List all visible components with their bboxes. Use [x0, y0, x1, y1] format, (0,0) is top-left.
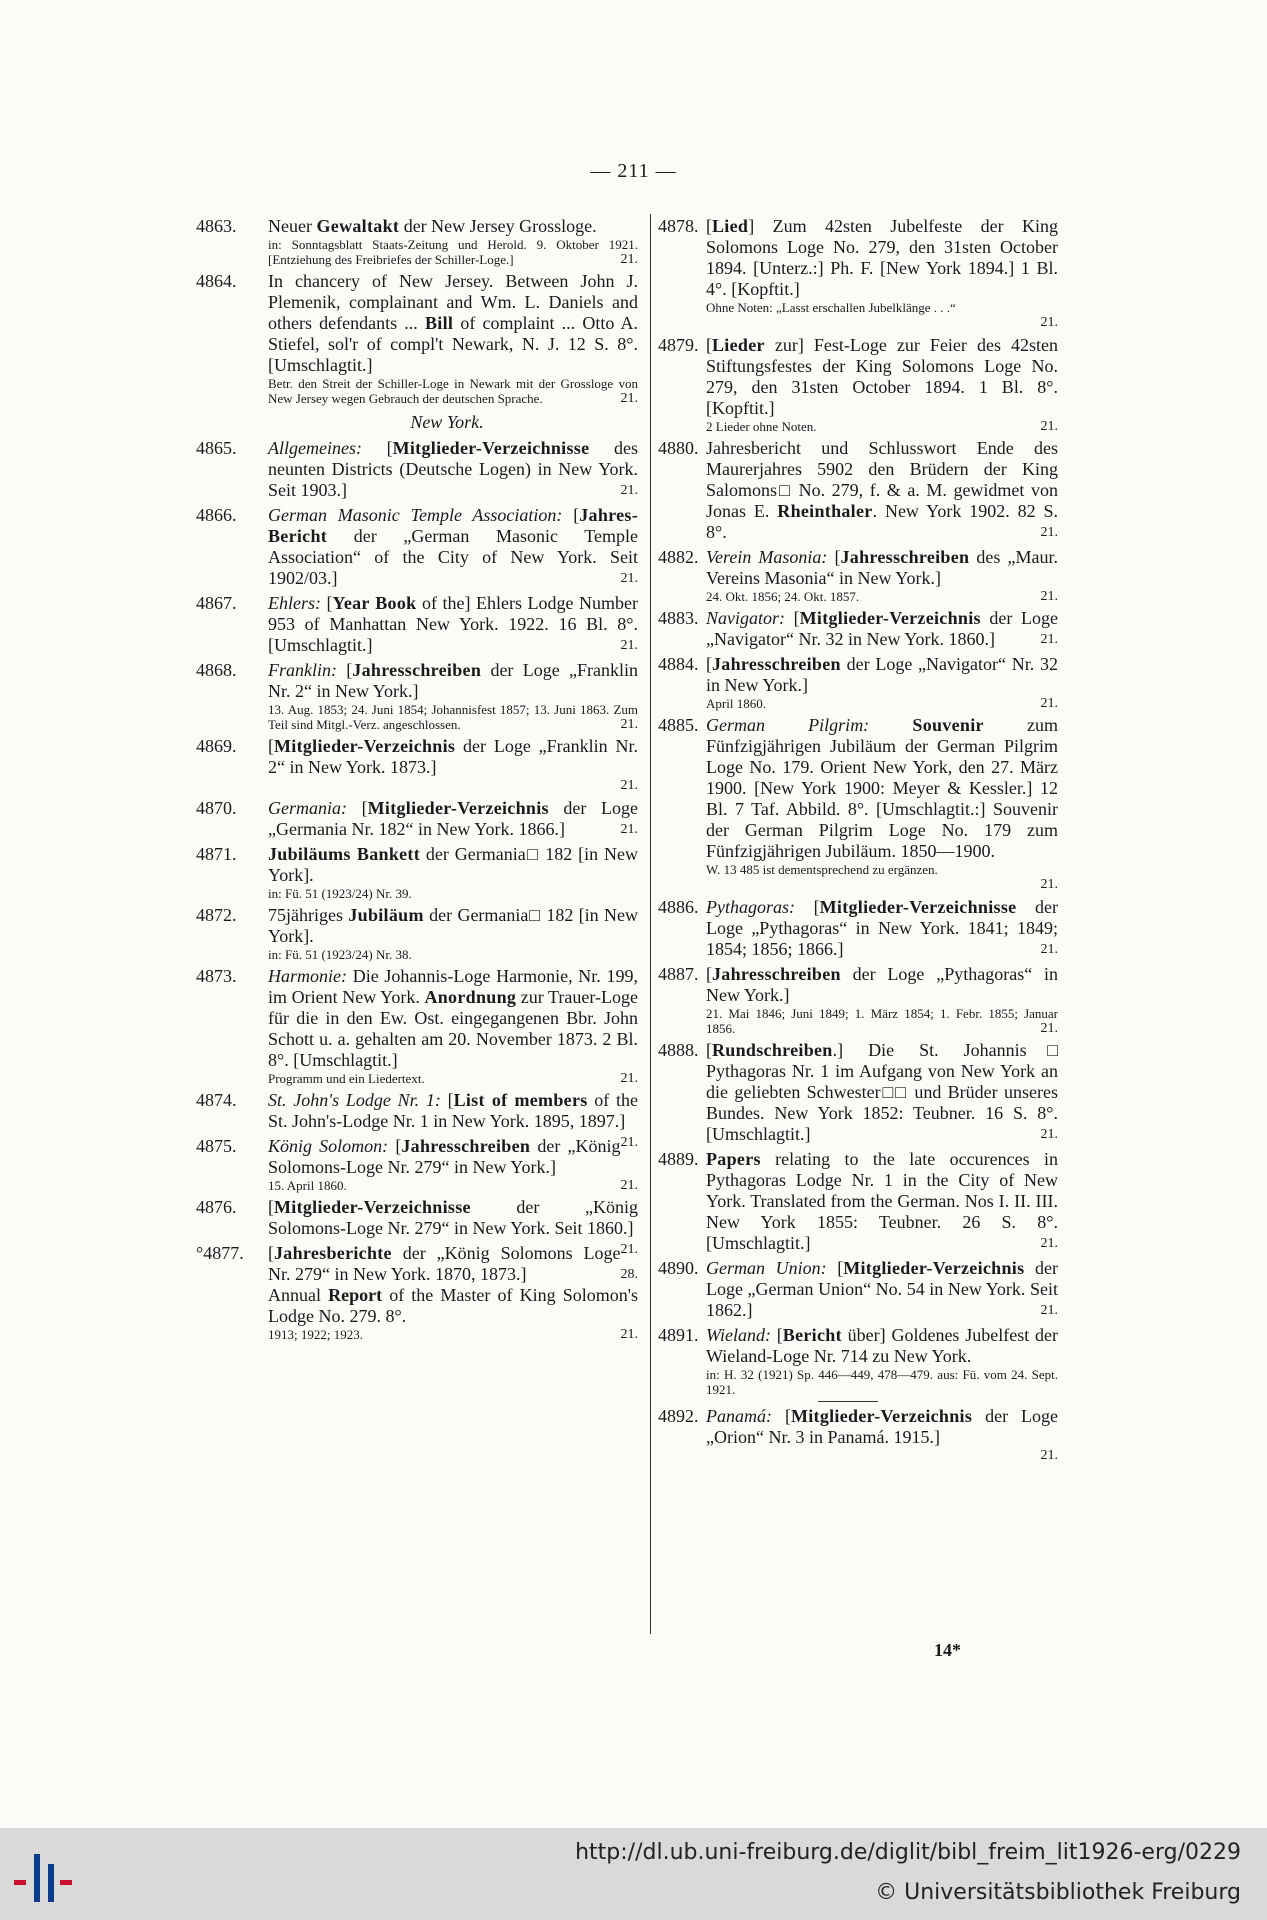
- entry-reference: 21.: [1040, 1127, 1058, 1142]
- entry-main: [196, 593, 638, 656]
- bibliography-entry: [196, 1243, 638, 1342]
- bibliography-entry: [658, 438, 1058, 543]
- entry-divider: [818, 1401, 878, 1402]
- entry-number: 4888.: [658, 1040, 699, 1060]
- entry-reference: 21.: [620, 822, 638, 837]
- entry-note-text: W. 13 485 ist dementsprechend zu ergänzen.: [706, 862, 938, 877]
- entry-reference: 21.: [1040, 1021, 1058, 1036]
- bibliography-entry: [658, 608, 1058, 650]
- entry-note: [196, 376, 638, 406]
- entry-number: 4863.: [196, 216, 237, 236]
- entry-reference: 21.: [1040, 942, 1058, 957]
- bibliography-entry: [658, 964, 1058, 1036]
- entry-text: König Solomon: [Jahresschreiben der „König Solomons-Loge Nr. 279“ in New York.]: [268, 1136, 621, 1177]
- entry-text: Panamá: [Mitglieder-Verzeichnis der Loge „Orion“ Nr. 3 in Panamá. 1915.]: [706, 1406, 1058, 1447]
- entry-note: [196, 947, 638, 962]
- entry-number: 4887.: [658, 964, 699, 984]
- entry-text: Jahresbericht und Schlusswort Ende des Maurerjahres 5902 den Brüdern der King Salomons□ No. 279, f. & a. M. gewidmet von Jonas E. Rheinthaler. New York 1902. 82 S. 8°.: [706, 438, 1058, 542]
- entry-number: 4866.: [196, 505, 237, 525]
- entry-reference: 21.: [1040, 632, 1058, 647]
- bibliography-entry: [196, 905, 638, 962]
- entry-main: [196, 905, 638, 947]
- entry-note: [196, 1327, 638, 1342]
- bibliography-entry: [196, 798, 638, 840]
- entry-reference: 21.: [1040, 589, 1058, 604]
- entry-text: Harmonie: Die Johannis-Loge Harmonie, Nr. 199, im Orient New York. Anordnung zur Trauer-Loge für die in den Ew. Ost. eingegangenen Bbr. John Schott u. a. gehalten am 20. November 1873. 2 Bl. 8°. [Umschlagtit.]: [268, 966, 639, 1070]
- entry-text: Wieland: [Bericht über] Goldenes Jubelfest der Wieland-Loge Nr. 714 zu New York.: [706, 1325, 1058, 1366]
- entry-note-text: in: Sonntagsblatt Staats-Zeitung und Herold. 9. Oktober 1921. [Entziehung des Freibriefes der Schiller-Loge.]: [268, 237, 638, 267]
- bibliography-entry: [658, 335, 1058, 434]
- entry-text: Franklin: [Jahresschreiben der Loge „Franklin Nr. 2“ in New York.]: [268, 660, 638, 701]
- entry-note-text: 21. Mai 1846; Juni 1849; 1. März 1854; 1. Febr. 1855; Januar 1856.: [706, 1006, 1058, 1036]
- bibliography-entry: [658, 897, 1058, 960]
- bibliography-entry: [658, 1258, 1058, 1321]
- entry-main: [196, 271, 638, 376]
- entry-main: [658, 438, 1058, 543]
- entry-text: German Union: [Mitglieder-Verzeichnis der Loge „German Union“ No. 54 in New York. Seit 1862.]: [706, 1258, 1058, 1320]
- entry-text: In chancery of New Jersey. Between John J. Plemenik, complainant and Wm. L. Daniels and others defendants ... Bill of complaint ... Otto A. Stiefel, sol'r of compl't Newark, N. J. 12 S. 8°. [Umschlagtit.]: [268, 271, 639, 375]
- entry-number: 4889.: [658, 1149, 699, 1169]
- entry-note-text: 24. Okt. 1856; 24. Okt. 1857.: [706, 589, 860, 604]
- entry-main: [658, 335, 1058, 419]
- entry-additional: Annual Report of the Master of King Solomon's Lodge No. 279. 8°.: [268, 1285, 638, 1326]
- entry-number: 4875.: [196, 1136, 237, 1156]
- bibliography-entry: [196, 505, 638, 589]
- entry-text: [Jahresschreiben der Loge „Pythagoras“ in New York.]: [706, 964, 1058, 1005]
- entry-number: 4867.: [196, 593, 237, 613]
- bibliography-entry: [658, 715, 1058, 893]
- entry-note: [196, 886, 638, 901]
- entry-main: [658, 608, 1058, 650]
- entry-main: [658, 216, 1058, 300]
- entry-number: 4869.: [196, 736, 237, 756]
- entry-reference: 21.: [1040, 1236, 1058, 1251]
- entry-reference: 21.: [620, 1242, 638, 1257]
- entry-note-text: Programm und ein Liedertext.: [268, 1071, 425, 1086]
- entry-main: [196, 216, 638, 237]
- entry-number: 4864.: [196, 271, 237, 291]
- entry-note-text: in: Fü. 51 (1923/24) Nr. 38.: [268, 947, 412, 962]
- entry-reference: 21.: [1040, 1303, 1058, 1318]
- bibliography-entry: [196, 216, 638, 267]
- entry-main: [196, 505, 638, 589]
- entry-main: [196, 438, 638, 501]
- entry-reference: 28.: [620, 1267, 638, 1282]
- entry-note-text: 15. April 1860.: [268, 1178, 347, 1193]
- entry-note: [658, 589, 1058, 604]
- entry-number: 4879.: [658, 335, 699, 355]
- entry-reference: 21.: [1040, 315, 1058, 330]
- bibliography-entry: [196, 966, 638, 1086]
- bibliography-entry: [658, 547, 1058, 604]
- entry-text: 75jähriges Jubiläum der Germania□ 182 [in New York].: [268, 905, 638, 946]
- entry-main: [196, 966, 638, 1071]
- entry-main: [196, 844, 638, 886]
- bibliography-entry: [196, 736, 638, 794]
- entry-reference: 21.: [620, 1178, 638, 1193]
- entry-text: [Mitglieder-Verzeichnisse der „König Solomons-Loge Nr. 279“ in New York. Seit 1860.]: [268, 1197, 638, 1238]
- entry-number: 4890.: [658, 1258, 699, 1278]
- entry-text: Neuer Gewaltakt der New Jersey Grossloge.: [268, 216, 597, 236]
- bibliography-entry: [196, 660, 638, 732]
- entry-text: German Masonic Temple Association: [Jahres-Bericht der „German Masonic Temple Association“ of the City of New York. Seit 1902/03.]: [268, 505, 638, 588]
- entry-note-text: April 1860.: [706, 696, 766, 711]
- entry-text: Ehlers: [Year Book of the] Ehlers Lodge Number 953 of Manhattan New York. 1922. 16 Bl. 8°. [Umschlagtit.]: [268, 593, 639, 655]
- entry-number: 4878.: [658, 216, 699, 236]
- entry-main: [196, 660, 638, 702]
- entry-main: [658, 1040, 1058, 1145]
- entry-note-text: Ohne Noten: „Lasst erschallen Jubelklänge . . .“: [706, 300, 956, 315]
- entry-reference: 21.: [620, 1135, 638, 1150]
- bibliography-entry: [658, 1325, 1058, 1397]
- entry-text: [Lied] Zum 42sten Jubelfeste der King Solomons Loge No. 279, den 31sten October 1894. [Unterz.:] Ph. F. [New York 1894.] 1 Bl. 4°. [Kopftit.]: [706, 216, 1058, 299]
- entry-main: [196, 1243, 638, 1285]
- entry-note: [658, 1006, 1058, 1036]
- bibliography-entry: [196, 593, 638, 656]
- entry-text: Pythagoras: [Mitglieder-Verzeichnisse der Loge „Pythagoras“ in New York. 1841; 1849; 1854; 1856; 1866.]: [706, 897, 1059, 959]
- entry-text: Jubiläums Bankett der Germania□ 182 [in New York].: [268, 844, 638, 885]
- entry-note: [658, 862, 1058, 877]
- entry-main: [658, 897, 1058, 960]
- bibliography-entry: [658, 654, 1058, 711]
- entry-number: 4872.: [196, 905, 237, 925]
- entry-reference: 21.: [1040, 419, 1058, 434]
- entry-reference: 21.: [620, 717, 638, 732]
- entry-note-text: in: H. 32 (1921) Sp. 446—449, 478—479. aus: Fü. vom 24. Sept. 1921.: [706, 1367, 1058, 1397]
- entry-text: St. John's Lodge Nr. 1: [List of members of the St. John's-Lodge Nr. 1 in New York. 1895, 1897.]: [268, 1090, 639, 1131]
- entry-text: [Mitglieder-Verzeichnis der Loge „Franklin Nr. 2“ in New York. 1873.]: [268, 736, 638, 777]
- footer-bar: [0, 1828, 1267, 1920]
- entry-number: 4876.: [196, 1197, 237, 1217]
- entry-number: 4882.: [658, 547, 699, 567]
- page-number: — 211 —: [590, 160, 677, 182]
- bibliography-entry: [196, 844, 638, 901]
- entry-number: 4873.: [196, 966, 237, 986]
- entry-number: 4874.: [196, 1090, 237, 1110]
- entry-note: [196, 237, 638, 267]
- entry-text: Allgemeines: [Mitglieder-Verzeichnisse des neunten Districts (Deutsche Logen) in New York. Seit 1903.]: [268, 438, 638, 500]
- entry-number: 4865.: [196, 438, 237, 458]
- entry-number: 4871.: [196, 844, 237, 864]
- entry-text: [Rundschreiben.] Die St. Johannis□ Pythagoras Nr. 1 im Aufgang von New York an die geliebten Schwester□□ und Brüder unseres Bundes. New York 1852: Teubner. 16 S. 8°. [Umschlagtit.]: [706, 1040, 1058, 1144]
- entry-text: [Jahresberichte der „König Solomons Loge Nr. 279“ in New York. 1870, 1873.]: [268, 1243, 621, 1284]
- entry-note: [196, 702, 638, 732]
- entry-main: [196, 1136, 638, 1178]
- bibliography-entry: [196, 438, 638, 501]
- entry-reference: 21.: [620, 252, 638, 267]
- bibliography-entry: [658, 1406, 1058, 1464]
- entry-reference: 21.: [620, 391, 638, 406]
- entry-main: [658, 654, 1058, 696]
- entry-number: 4870.: [196, 798, 237, 818]
- entry-note: [196, 1071, 638, 1086]
- entry-main: [658, 1149, 1058, 1254]
- section-heading: New York.: [410, 412, 484, 432]
- entry-text: Verein Masonia: [Jahresschreiben des „Maur. Vereins Masonia“ in New York.]: [706, 547, 1059, 588]
- ub-freiburg-logo-icon: [8, 1840, 78, 1910]
- entry-main: [658, 715, 1058, 862]
- entry-main: [196, 736, 638, 778]
- entry-note-text: Betr. den Streit der Schiller-Loge in Newark mit der Grossloge von New Jersey wegen Gebrauch der deutschen Sprache.: [268, 376, 638, 406]
- entry-reference: 21.: [620, 1327, 638, 1342]
- bibliography-entry: [658, 216, 1058, 331]
- footer-copyright: © Universitätsbibliothek Freiburg: [875, 1880, 1241, 1905]
- right-column: [658, 216, 1058, 1468]
- entry-reference: 21.: [1040, 525, 1058, 540]
- entry-text: [Jahresschreiben der Loge „Navigator“ Nr. 32 in New York.]: [706, 654, 1058, 695]
- entry-main: [658, 1406, 1058, 1448]
- entry-number: °4877.: [196, 1243, 244, 1263]
- entry-number: 4885.: [658, 715, 699, 735]
- entry-main: [658, 547, 1058, 589]
- entry-reference: 21.: [620, 571, 638, 586]
- entry-note: [658, 696, 1058, 711]
- bibliography-entry: [196, 1136, 638, 1193]
- entry-number: 4868.: [196, 660, 237, 680]
- entry-note: [196, 1178, 638, 1193]
- left-column: [196, 216, 638, 1346]
- entry-number: 4883.: [658, 608, 699, 628]
- entry-note-text: 13. Aug. 1853; 24. Juni 1854; Johannisfest 1857; 13. Juni 1863. Zum Teil sind Mitgl.-Verz. angeschlossen.: [268, 702, 638, 732]
- entry-text: Navigator: [Mitglieder-Verzeichnis der Loge „Navigator“ Nr. 32 in New York. 1860.]: [706, 608, 1059, 649]
- entry-note: [658, 419, 1058, 434]
- entry-reference: 21.: [1040, 1448, 1058, 1463]
- entry-note-text: 1913; 1922; 1923.: [268, 1327, 363, 1342]
- entry-note: [658, 1367, 1058, 1397]
- entry-reference: 21.: [620, 638, 638, 653]
- column-divider: [650, 214, 651, 1634]
- entry-reference: 21.: [620, 1071, 638, 1086]
- entry-number: 4884.: [658, 654, 699, 674]
- entry-reference: 21.: [1040, 696, 1058, 711]
- entry-number: 4891.: [658, 1325, 699, 1345]
- entry-number: 4886.: [658, 897, 699, 917]
- entry-main: [658, 1258, 1058, 1321]
- entry-reference: 21.: [620, 778, 638, 793]
- entry-main: [658, 964, 1058, 1006]
- bibliography-entry: [658, 1149, 1058, 1254]
- signature-mark: 14*: [934, 1640, 961, 1660]
- entry-reference: 21.: [620, 483, 638, 498]
- bibliography-entry: [196, 271, 638, 406]
- entry-text: [Lieder zur] Fest-Loge zur Feier des 42sten Stiftungsfestes der King Solomons Loge No. 279, den 31sten October 1894. 1 Bl. 8°. [Kopftit.]: [706, 335, 1058, 418]
- entry-text: German Pilgrim: Souvenir zum Fünfzigjährigen Jubiläum der German Pilgrim Loge No. 179. Orient New York, den 27. März 1900. [New York 1900: Meyer & Kessler.] 12 Bl. 7 Taf. Abbild. 8°. [Umschlagtit.:] Souvenir der German Pilgrim Loge No. 179 zum Fünfzigjährigen Jubiläum. 1850—1900.: [706, 715, 1058, 861]
- entry-text: Papers relating to the late occurences in Pythagoras Lodge Nr. 1 in the City of New York. Translated from the German. Nos I. II. III. New York 1855: Teubner. 26 S. 8°. [Umschlagtit.]: [706, 1149, 1058, 1253]
- entry-main: [196, 798, 638, 840]
- entry-note-text: 2 Lieder ohne Noten.: [706, 419, 817, 434]
- footer-url-link[interactable]: http://dl.ub.uni-freiburg.de/diglit/bibl_freim_lit1926-erg/0229: [575, 1840, 1241, 1865]
- entry-text: Germania: [Mitglieder-Verzeichnis der Loge „Germania Nr. 182“ in New York. 1866.]: [268, 798, 639, 839]
- entry-number: 4892.: [658, 1406, 699, 1426]
- entry-reference: 21.: [1040, 877, 1058, 892]
- entry-note-text: in: Fü. 51 (1923/24) Nr. 39.: [268, 886, 412, 901]
- bibliography-entry: [658, 1040, 1058, 1145]
- entry-main: [658, 1325, 1058, 1367]
- entry-note: [658, 300, 1058, 315]
- entry-number: 4880.: [658, 438, 699, 458]
